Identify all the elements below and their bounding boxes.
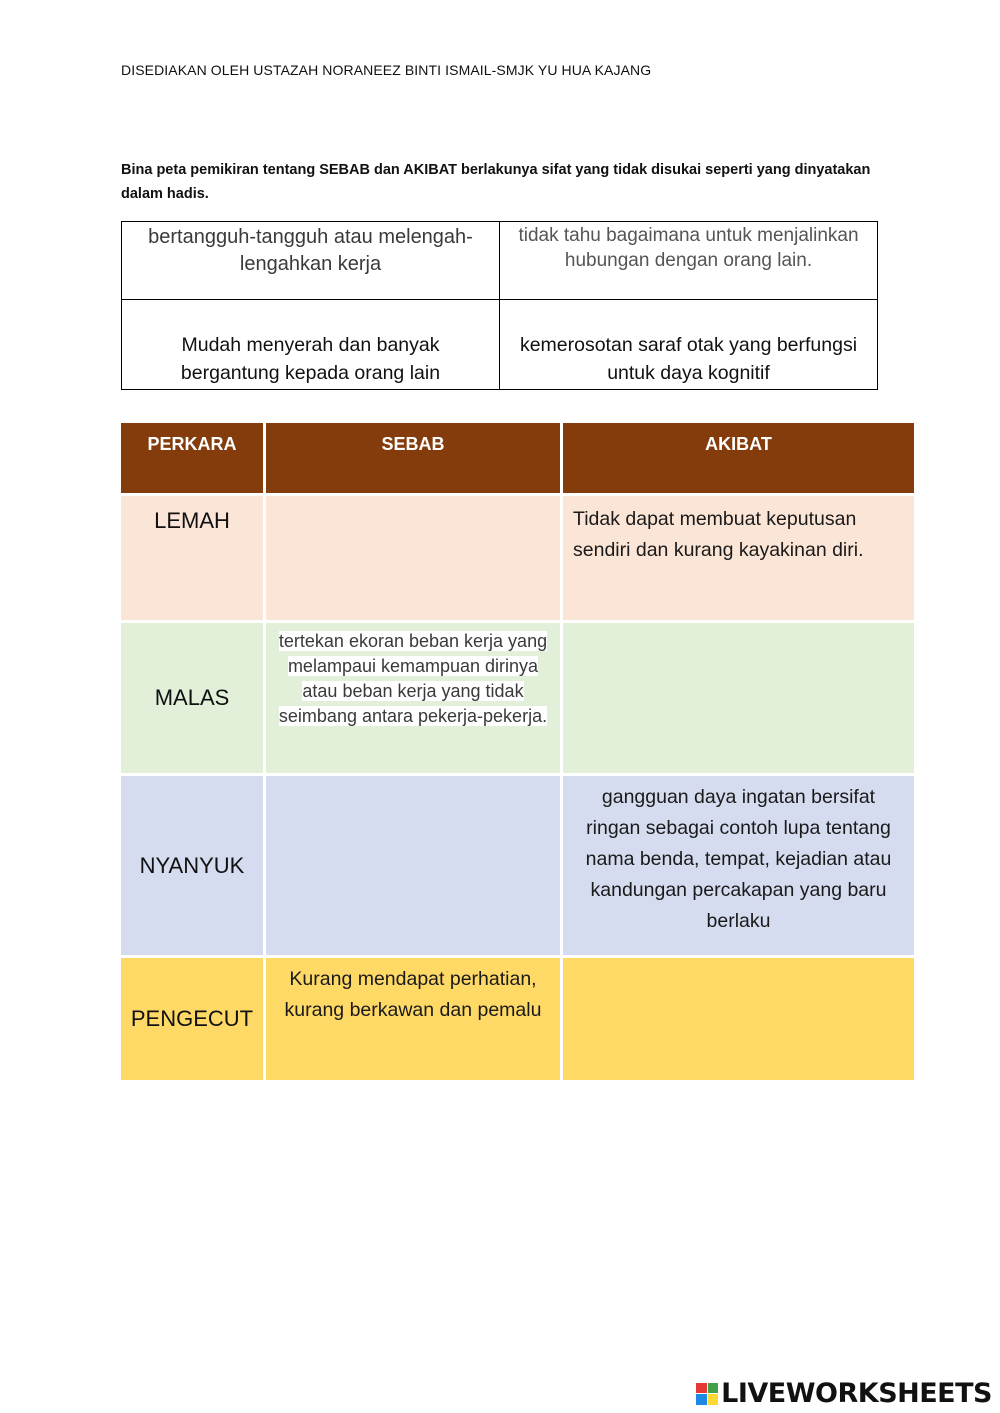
cause-effect-table [121,423,914,1080]
perkara-label: MALAS [154,685,230,710]
word-bank-option-b[interactable]: tidak tahu bagaimana untuk menjalinkan hubungan dengan orang lain. [500,222,878,300]
akibat-lemah [563,496,914,620]
table-row-nyanyuk [121,776,914,955]
document-header: DISEDIAKAN OLEH USTAZAH NORANEEZ BINTI ISMAIL-SMJK YU HUA KAJANG [121,62,652,78]
liveworksheets-brand [696,1378,992,1409]
header-akibat: AKIBAT [563,423,914,493]
table-row-lemah [121,496,914,620]
perkara-lemah [121,496,263,620]
word-bank-table [121,221,878,390]
sebab-nyanyuk-dropzone[interactable] [266,776,560,955]
perkara-label: NYANYUK [139,852,245,878]
perkara-malas [121,623,263,773]
akibat-text: Tidak dapat membuat keputusan sendiri dan kurang kayakinan diri. [573,508,864,561]
akibat-malas-dropzone[interactable] [563,623,914,773]
word-bank-option-c[interactable]: Mudah menyerah dan banyak bergantung kepada orang lain [122,300,500,390]
liveworksheets-logo-icon [696,1383,718,1405]
perkara-label: PENGECUT [130,1006,254,1031]
table-row-malas [121,623,914,773]
word-bank-option-d[interactable]: kemerosotan saraf otak yang berfungsi untuk daya kognitif [500,300,878,390]
header-perkara: PERKARA [121,423,263,493]
sebab-text: tertekan ekoran beban kerja yang melampaui kemampuan dirinya atau beban kerja yang tidak seimbang antara pekerja-pekerja. [278,631,548,726]
akibat-text: gangguan daya ingatan bersifat ringan sebagai contoh lupa tentang nama benda, tempat, kejadian atau kandungan percakapan yang baru berlaku [585,786,892,932]
akibat-pengecut-dropzone[interactable] [563,958,914,1080]
sebab-lemah-dropzone[interactable] [266,496,560,620]
sebab-malas-answer[interactable] [266,623,560,773]
header-sebab: SEBAB [266,423,560,493]
perkara-pengecut [121,958,263,1080]
sebab-pengecut [266,958,560,1080]
instruction-text: Bina peta pemikiran tentang SEBAB dan AKIBAT berlakunya sifat yang tidak disukai seperti yang dinyatakan dalam hadis. [121,162,871,202]
perkara-label: LEMAH [154,508,230,533]
perkara-nyanyuk [121,776,263,955]
word-bank-option-a[interactable]: bertangguh-tangguh atau melengah-lengahkan kerja [122,222,500,300]
table-row-pengecut [121,958,914,1080]
table-header-row [121,423,914,493]
akibat-nyanyuk [563,776,914,955]
sebab-text: Kurang mendapat perhatian, kurang berkawan dan pemalu [284,968,542,1021]
brand-name: LIVEWORKSHEETS [721,1378,992,1409]
